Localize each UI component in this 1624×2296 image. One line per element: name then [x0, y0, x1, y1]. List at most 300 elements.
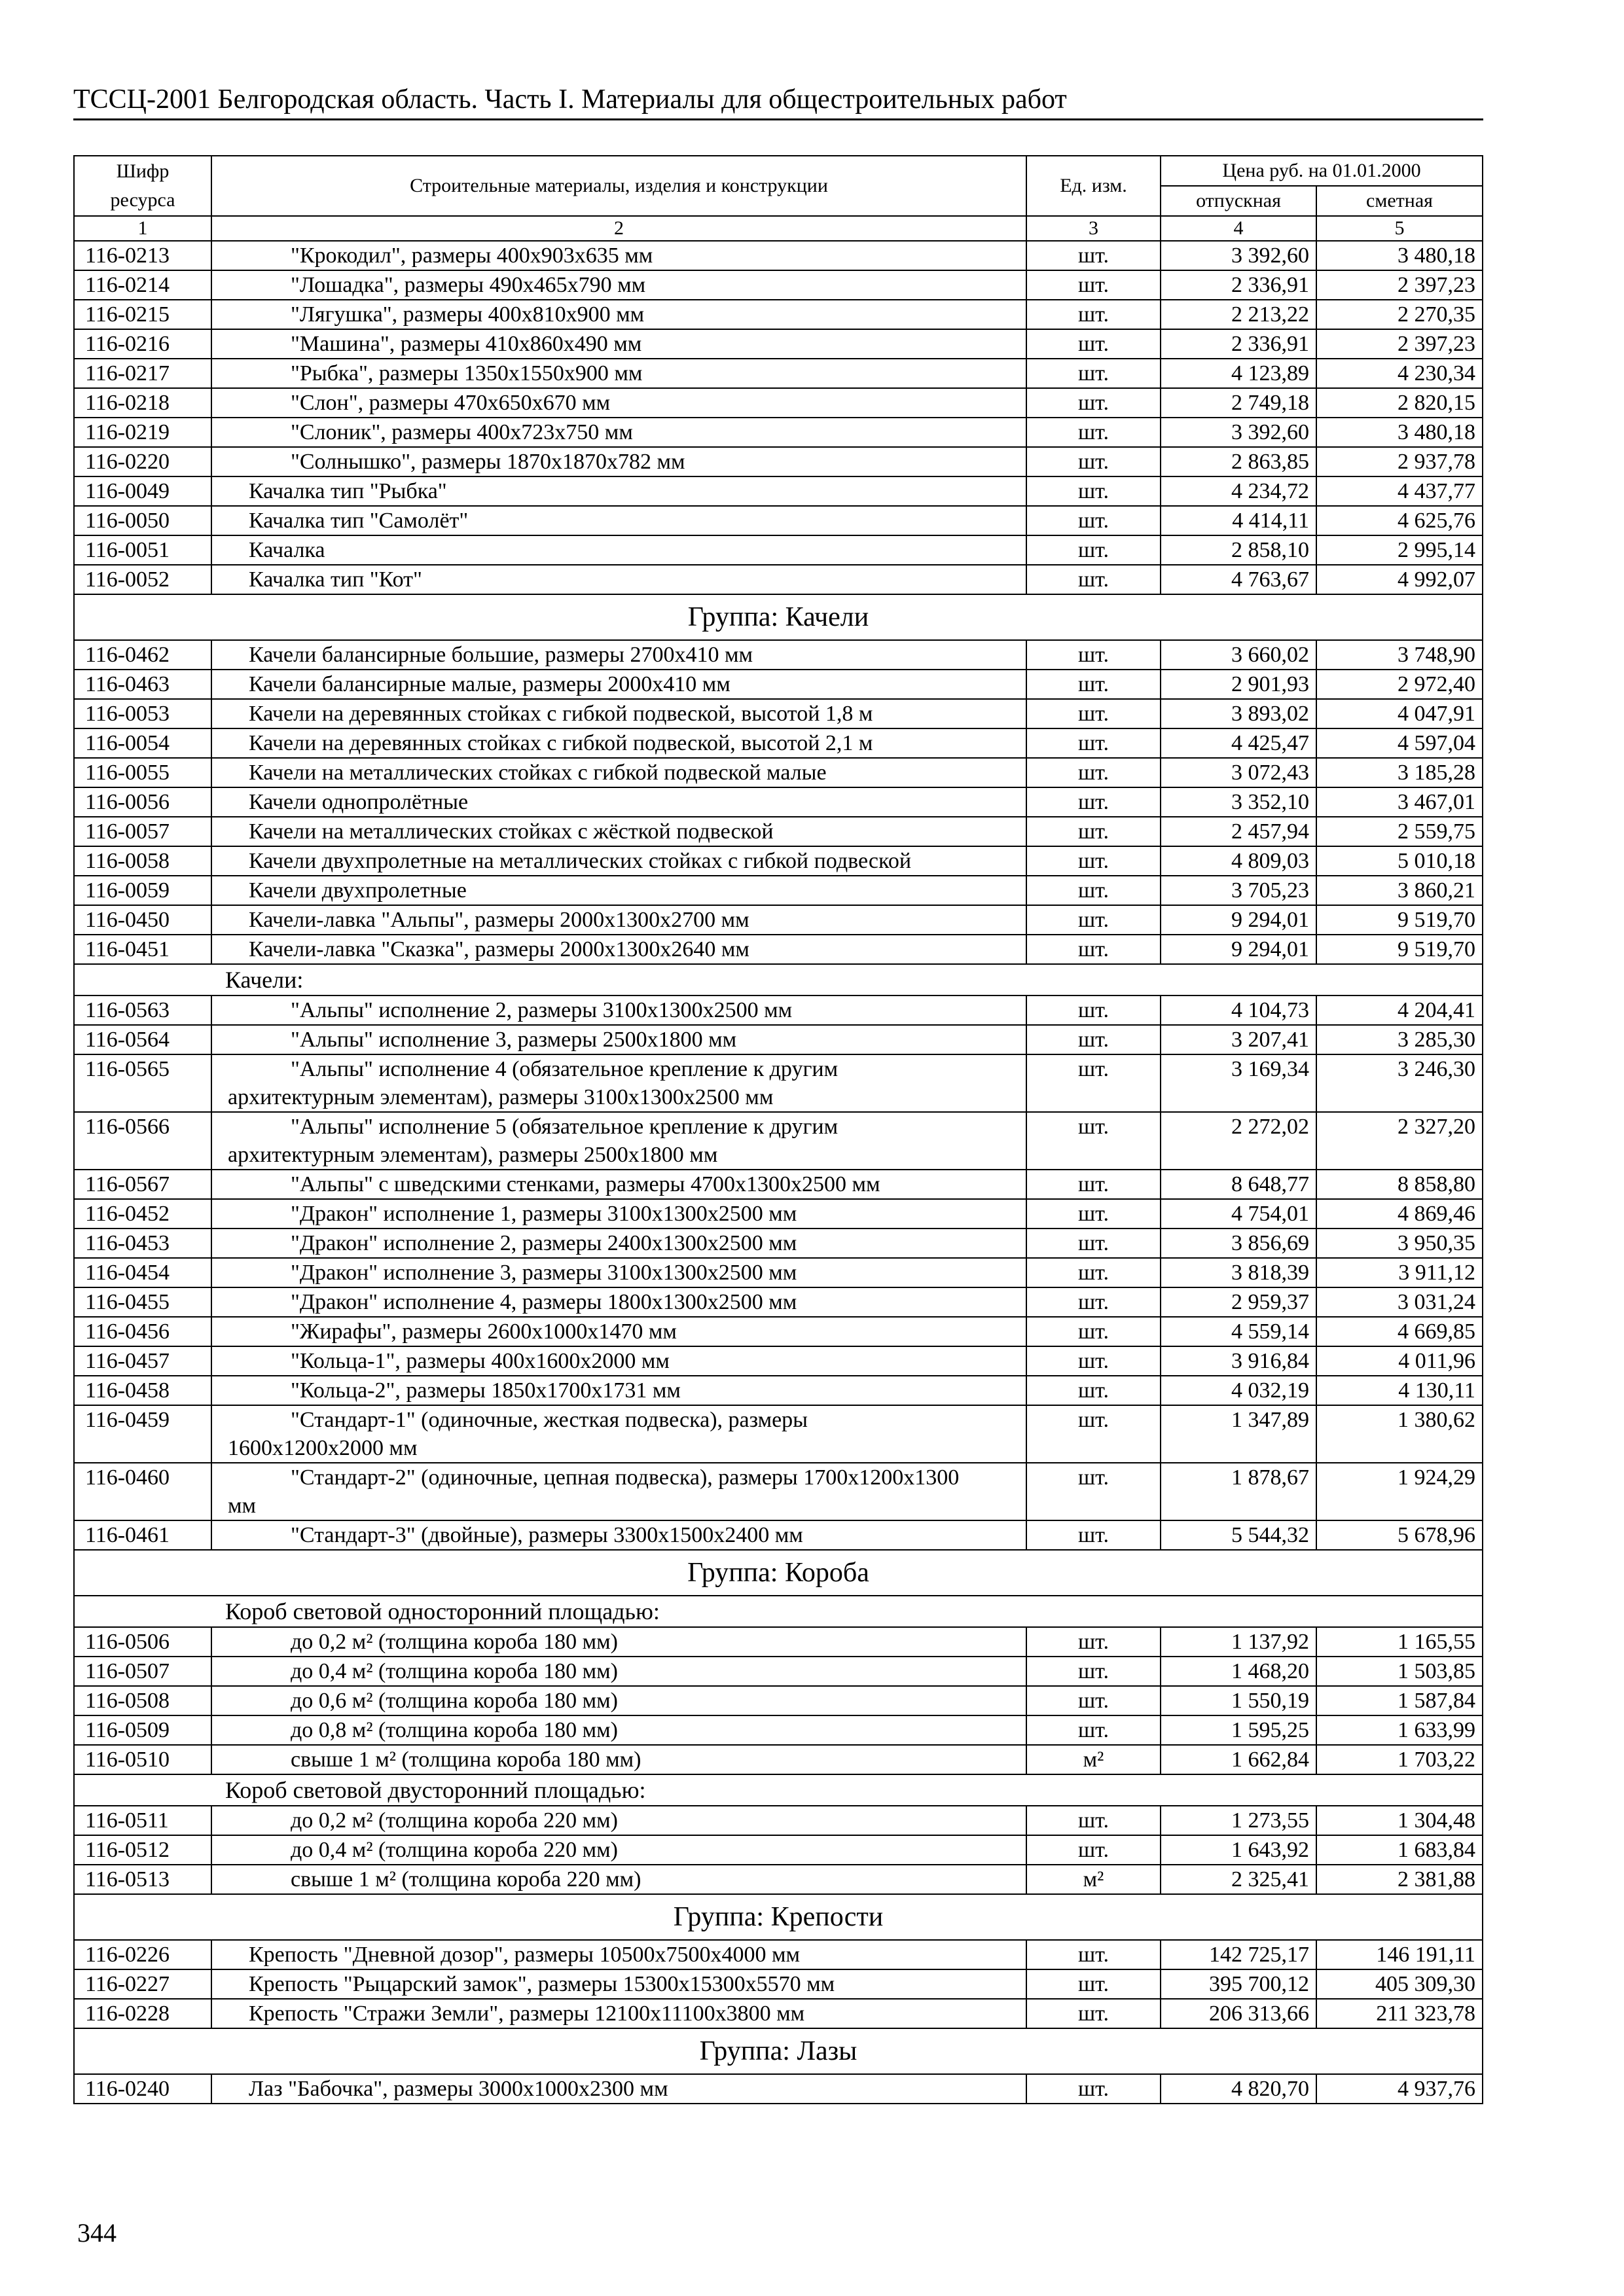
table-row — [74, 300, 1483, 329]
release-price: 3 392,60 — [1161, 418, 1316, 447]
resource-code: 116-0052 — [74, 565, 211, 594]
release-price: 4 123,89 — [1161, 359, 1316, 388]
material-name — [211, 2074, 1026, 2104]
table-row — [74, 728, 1483, 758]
material-name — [211, 447, 1026, 476]
release-price: 2 749,18 — [1161, 388, 1316, 418]
material-name-continuation: архитектурным элементам), размеры 3100х1300х2500 мм — [228, 1085, 774, 1109]
material-name-line: "Альпы" исполнение 3, размеры 2500х1800 мм — [291, 1028, 737, 1052]
material-name-line: "Стандарт-2" (одиночные, цепная подвеска), размеры 1700х1200х1300 — [291, 1465, 960, 1490]
resource-code: 116-0456 — [74, 1317, 211, 1346]
material-name-line: Качели на деревянных стойках с гибкой подвеской, высотой 1,8 м — [249, 702, 873, 726]
group-heading: Группа: Качели — [74, 594, 1483, 640]
release-price: 9 294,01 — [1161, 905, 1316, 935]
resource-code: 116-0240 — [74, 2074, 211, 2104]
resource-code: 116-0451 — [74, 935, 211, 964]
table-row — [74, 1999, 1483, 2028]
unit: шт. — [1026, 996, 1161, 1025]
unit: шт. — [1026, 1258, 1161, 1287]
unit: шт. — [1026, 1405, 1161, 1463]
resource-code: 116-0452 — [74, 1199, 211, 1229]
estimate-price: 2 972,40 — [1316, 670, 1483, 699]
resource-code: 116-0453 — [74, 1229, 211, 1258]
material-name-line: до 0,8 м² (толщина короба 180 мм) — [291, 1718, 618, 1742]
estimate-price: 4 625,76 — [1316, 506, 1483, 535]
column-number-5: 5 — [1316, 216, 1483, 241]
estimate-price: 4 047,91 — [1316, 699, 1483, 728]
table-row — [74, 1258, 1483, 1287]
material-name-line: до 0,4 м² (толщина короба 180 мм) — [291, 1659, 618, 1683]
release-price: 1 137,92 — [1161, 1627, 1316, 1657]
material-name-line: свыше 1 м² (толщина короба 180 мм) — [291, 1748, 641, 1772]
resource-code: 116-0455 — [74, 1287, 211, 1317]
table-row — [74, 935, 1483, 964]
table-row — [74, 1686, 1483, 1715]
resource-code: 116-0512 — [74, 1835, 211, 1865]
subheading: Короб световой односторонний площадью: — [74, 1596, 1483, 1627]
header-release: отпускная — [1161, 186, 1316, 216]
material-name-continuation: мм — [228, 1494, 257, 1518]
material-name — [211, 300, 1026, 329]
release-price: 3 856,69 — [1161, 1229, 1316, 1258]
unit: шт. — [1026, 905, 1161, 935]
group-heading: Группа: Крепости — [74, 1894, 1483, 1940]
resource-code: 116-0213 — [74, 241, 211, 270]
material-name — [211, 876, 1026, 905]
estimate-price: 2 327,20 — [1316, 1112, 1483, 1170]
subheading-row — [74, 1774, 1483, 1806]
resource-code: 116-0460 — [74, 1463, 211, 1520]
resource-code: 116-0051 — [74, 535, 211, 565]
resource-code: 116-0459 — [74, 1405, 211, 1463]
estimate-price: 1 683,84 — [1316, 1835, 1483, 1865]
estimate-price: 3 748,90 — [1316, 640, 1483, 670]
release-price: 4 104,73 — [1161, 996, 1316, 1025]
resource-code: 116-0567 — [74, 1170, 211, 1199]
estimate-price: 2 397,23 — [1316, 329, 1483, 359]
material-name — [211, 1520, 1026, 1550]
release-price: 3 207,41 — [1161, 1025, 1316, 1054]
material-name — [211, 1170, 1026, 1199]
release-price: 1 662,84 — [1161, 1745, 1316, 1774]
material-name-line: Качели-лавка "Сказка", размеры 2000х1300х2640 мм — [249, 937, 749, 961]
resource-code: 116-0219 — [74, 418, 211, 447]
resource-code: 116-0049 — [74, 476, 211, 506]
resource-code: 116-0228 — [74, 1999, 211, 2028]
table-row — [74, 1054, 1483, 1112]
material-name-line: до 0,4 м² (толщина короба 220 мм) — [291, 1838, 618, 1862]
header-price: Цена руб. на 01.01.2000 — [1161, 156, 1483, 186]
unit: шт. — [1026, 846, 1161, 876]
table-row — [74, 1346, 1483, 1376]
release-price: 142 725,17 — [1161, 1940, 1316, 1969]
table-row — [74, 1657, 1483, 1686]
material-name — [211, 1865, 1026, 1894]
material-name-line: Качалка — [249, 538, 325, 562]
material-name — [211, 359, 1026, 388]
estimate-price: 4 130,11 — [1316, 1376, 1483, 1405]
table-row — [74, 418, 1483, 447]
material-name-line: Качели двухпролетные на металлических стойках с гибкой подвеской — [249, 849, 912, 873]
material-name-line: Качели двухпролетные — [249, 878, 467, 903]
resource-code: 116-0057 — [74, 817, 211, 846]
table-row — [74, 1112, 1483, 1170]
column-number-2: 2 — [211, 216, 1026, 241]
material-name-line: "Дракон" исполнение 2, размеры 2400х1300х2500 мм — [291, 1231, 797, 1255]
material-name-line: до 0,2 м² (толщина короба 180 мм) — [291, 1630, 618, 1654]
release-price: 3 818,39 — [1161, 1258, 1316, 1287]
material-name — [211, 1999, 1026, 2028]
estimate-price: 3 950,35 — [1316, 1229, 1483, 1258]
material-name — [211, 996, 1026, 1025]
estimate-price: 1 503,85 — [1316, 1657, 1483, 1686]
release-price: 1 595,25 — [1161, 1715, 1316, 1745]
group-heading-row — [74, 1894, 1483, 1940]
unit: шт. — [1026, 1199, 1161, 1229]
table-row — [74, 388, 1483, 418]
estimate-price: 1 304,48 — [1316, 1806, 1483, 1835]
unit: шт. — [1026, 476, 1161, 506]
release-price: 3 705,23 — [1161, 876, 1316, 905]
material-name — [211, 935, 1026, 964]
material-name-line: до 0,2 м² (толщина короба 220 мм) — [291, 1808, 618, 1833]
unit: шт. — [1026, 1112, 1161, 1170]
release-price: 2 863,85 — [1161, 447, 1316, 476]
material-name-line: "Лягушка", размеры 400х810х900 мм — [291, 302, 645, 327]
unit: шт. — [1026, 1806, 1161, 1835]
unit: шт. — [1026, 1317, 1161, 1346]
material-name — [211, 1112, 1026, 1170]
material-name-line: Качалка тип "Самолёт" — [249, 509, 469, 533]
unit: шт. — [1026, 359, 1161, 388]
estimate-price: 1 587,84 — [1316, 1686, 1483, 1715]
release-price: 4 809,03 — [1161, 846, 1316, 876]
unit: шт. — [1026, 935, 1161, 964]
estimate-price: 3 467,01 — [1316, 787, 1483, 817]
unit: шт. — [1026, 241, 1161, 270]
material-name-line: "Лошадка", размеры 490х465х790 мм — [291, 273, 646, 297]
material-name-line: Лаз "Бабочка", размеры 3000х1000х2300 мм — [249, 2077, 668, 2101]
release-price: 3 392,60 — [1161, 241, 1316, 270]
unit: м² — [1026, 1745, 1161, 1774]
material-name-line: "Альпы" исполнение 4 (обязательное крепление к другим — [291, 1057, 839, 1081]
table-row — [74, 1376, 1483, 1405]
resource-code: 116-0214 — [74, 270, 211, 300]
unit: шт. — [1026, 2074, 1161, 2104]
material-name-line: "Альпы" исполнение 5 (обязательное крепление к другим — [291, 1115, 839, 1139]
table-row — [74, 2074, 1483, 2104]
unit: шт. — [1026, 1969, 1161, 1999]
material-name-line: Качалка тип "Кот" — [249, 567, 422, 592]
material-name — [211, 241, 1026, 270]
unit: шт. — [1026, 300, 1161, 329]
estimate-price: 1 380,62 — [1316, 1405, 1483, 1463]
group-heading: Группа: Короба — [74, 1550, 1483, 1596]
estimate-price: 3 246,30 — [1316, 1054, 1483, 1112]
material-name — [211, 728, 1026, 758]
material-name-line: "Слон", размеры 470х650х670 мм — [291, 391, 611, 415]
estimate-price: 3 480,18 — [1316, 241, 1483, 270]
release-price: 2 325,41 — [1161, 1865, 1316, 1894]
estimate-price: 2 559,75 — [1316, 817, 1483, 846]
table-row — [74, 1520, 1483, 1550]
material-name — [211, 787, 1026, 817]
header-code: Шифр ресурса — [74, 156, 211, 216]
unit: шт. — [1026, 876, 1161, 905]
unit: шт. — [1026, 1025, 1161, 1054]
header-unit: Ед. изм. — [1026, 156, 1161, 216]
resource-code: 116-0507 — [74, 1657, 211, 1686]
table-row — [74, 1627, 1483, 1657]
table-row — [74, 476, 1483, 506]
table-row — [74, 1969, 1483, 1999]
estimate-price: 1 165,55 — [1316, 1627, 1483, 1657]
estimate-price: 2 937,78 — [1316, 447, 1483, 476]
resource-code: 116-0454 — [74, 1258, 211, 1287]
table-row — [74, 359, 1483, 388]
resource-code: 116-0510 — [74, 1745, 211, 1774]
material-name — [211, 270, 1026, 300]
resource-code: 116-0463 — [74, 670, 211, 699]
unit: шт. — [1026, 565, 1161, 594]
unit: шт. — [1026, 1999, 1161, 2028]
release-price: 3 916,84 — [1161, 1346, 1316, 1376]
material-name — [211, 1405, 1026, 1463]
table-row — [74, 506, 1483, 535]
estimate-price: 4 669,85 — [1316, 1317, 1483, 1346]
material-name-line: Качели балансирные большие, размеры 2700х410 мм — [249, 643, 753, 667]
table-body — [74, 241, 1483, 2104]
table-row — [74, 1865, 1483, 1894]
estimate-price: 4 869,46 — [1316, 1199, 1483, 1229]
material-name — [211, 699, 1026, 728]
table-row — [74, 640, 1483, 670]
table-row — [74, 699, 1483, 728]
header-name: Строительные материалы, изделия и конструкции — [211, 156, 1026, 216]
material-name — [211, 758, 1026, 787]
material-name — [211, 388, 1026, 418]
estimate-price: 3 031,24 — [1316, 1287, 1483, 1317]
resource-code: 116-0513 — [74, 1865, 211, 1894]
unit: шт. — [1026, 1287, 1161, 1317]
resource-code: 116-0450 — [74, 905, 211, 935]
material-name-line: "Альпы" исполнение 2, размеры 3100х1300х2500 мм — [291, 998, 793, 1022]
table-row — [74, 846, 1483, 876]
unit: шт. — [1026, 270, 1161, 300]
material-name — [211, 1969, 1026, 1999]
material-name — [211, 418, 1026, 447]
material-name — [211, 905, 1026, 935]
material-name-line: "Рыбка", размеры 1350х1550х900 мм — [291, 361, 643, 386]
estimate-price: 3 911,12 — [1316, 1258, 1483, 1287]
material-name-line: "Слоник", размеры 400х723х750 мм — [291, 420, 633, 444]
estimate-price: 211 323,78 — [1316, 1999, 1483, 2028]
material-name-line: Крепость "Рыцарский замок", размеры 15300х15300х5570 мм — [249, 1972, 835, 1996]
material-name — [211, 1346, 1026, 1376]
table-row — [74, 905, 1483, 935]
unit: шт. — [1026, 1686, 1161, 1715]
material-name-line: "Кольца-2", размеры 1850х1700х1731 мм — [291, 1378, 681, 1403]
release-price: 395 700,12 — [1161, 1969, 1316, 1999]
estimate-price: 5 010,18 — [1316, 846, 1483, 876]
unit: шт. — [1026, 1520, 1161, 1550]
estimate-price: 9 519,70 — [1316, 935, 1483, 964]
material-name — [211, 329, 1026, 359]
material-name — [211, 565, 1026, 594]
material-name-continuation: архитектурным элементам), размеры 2500х1800 мм — [228, 1143, 718, 1167]
estimate-price: 1 703,22 — [1316, 1745, 1483, 1774]
unit: шт. — [1026, 535, 1161, 565]
unit: шт. — [1026, 1170, 1161, 1199]
table-row — [74, 670, 1483, 699]
table-row — [74, 1940, 1483, 1969]
estimate-price: 3 285,30 — [1316, 1025, 1483, 1054]
unit: шт. — [1026, 817, 1161, 846]
release-price: 2 272,02 — [1161, 1112, 1316, 1170]
resource-code: 116-0215 — [74, 300, 211, 329]
resource-code: 116-0058 — [74, 846, 211, 876]
estimate-price: 2 270,35 — [1316, 300, 1483, 329]
material-name-line: Качели на металлических стойках с гибкой подвеской малые — [249, 761, 827, 785]
release-price: 2 336,91 — [1161, 270, 1316, 300]
resource-code: 116-0227 — [74, 1969, 211, 1999]
material-name-line: Качели-лавка "Альпы", размеры 2000х1300х2700 мм — [249, 908, 749, 932]
material-name — [211, 1715, 1026, 1745]
release-price: 8 648,77 — [1161, 1170, 1316, 1199]
table-row — [74, 1715, 1483, 1745]
release-price: 4 234,72 — [1161, 476, 1316, 506]
estimate-price: 2 397,23 — [1316, 270, 1483, 300]
estimate-price: 405 309,30 — [1316, 1969, 1483, 1999]
resource-code: 116-0053 — [74, 699, 211, 728]
table-row — [74, 1806, 1483, 1835]
unit: шт. — [1026, 1463, 1161, 1520]
material-name-line: "Дракон" исполнение 4, размеры 1800х1300х2500 мм — [291, 1290, 797, 1314]
estimate-price: 2 381,88 — [1316, 1865, 1483, 1894]
unit: шт. — [1026, 418, 1161, 447]
release-price: 4 754,01 — [1161, 1199, 1316, 1229]
estimate-price: 3 860,21 — [1316, 876, 1483, 905]
unit: шт. — [1026, 787, 1161, 817]
resource-code: 116-0218 — [74, 388, 211, 418]
estimate-price: 146 191,11 — [1316, 1940, 1483, 1969]
material-name — [211, 535, 1026, 565]
material-name-line: Качели однопролётные — [249, 790, 469, 814]
unit: шт. — [1026, 699, 1161, 728]
material-name-line: "Стандарт-1" (одиночные, жесткая подвеска), размеры — [291, 1408, 808, 1432]
material-name-line: Крепость "Стражи Земли", размеры 12100х11100х3800 мм — [249, 2001, 805, 2026]
table-row — [74, 329, 1483, 359]
table-row — [74, 1287, 1483, 1317]
estimate-price: 9 519,70 — [1316, 905, 1483, 935]
subheading-row — [74, 1596, 1483, 1627]
table-row — [74, 447, 1483, 476]
material-name — [211, 670, 1026, 699]
release-price: 3 893,02 — [1161, 699, 1316, 728]
material-name — [211, 1229, 1026, 1258]
table-row — [74, 1199, 1483, 1229]
table-row — [74, 876, 1483, 905]
release-price: 4 414,11 — [1161, 506, 1316, 535]
release-price: 4 763,67 — [1161, 565, 1316, 594]
table-row — [74, 1405, 1483, 1463]
estimate-price: 5 678,96 — [1316, 1520, 1483, 1550]
material-name-line: Качели на металлических стойках с жёсткой подвеской — [249, 819, 774, 844]
table-row — [74, 270, 1483, 300]
resource-code: 116-0566 — [74, 1112, 211, 1170]
estimate-price: 8 858,80 — [1316, 1170, 1483, 1199]
resource-code: 116-0054 — [74, 728, 211, 758]
estimate-price: 4 011,96 — [1316, 1346, 1483, 1376]
subheading: Короб световой двусторонний площадью: — [74, 1774, 1483, 1806]
unit: шт. — [1026, 1940, 1161, 1969]
release-price: 1 468,20 — [1161, 1657, 1316, 1686]
release-price: 3 352,10 — [1161, 787, 1316, 817]
material-name — [211, 506, 1026, 535]
price-table — [73, 155, 1483, 2104]
release-price: 4 820,70 — [1161, 2074, 1316, 2104]
table-row — [74, 1025, 1483, 1054]
unit: шт. — [1026, 640, 1161, 670]
release-price: 1 347,89 — [1161, 1405, 1316, 1463]
table-row — [74, 1745, 1483, 1774]
unit: шт. — [1026, 1627, 1161, 1657]
estimate-price: 1 633,99 — [1316, 1715, 1483, 1745]
estimate-price: 4 437,77 — [1316, 476, 1483, 506]
material-name-line: Крепость "Дневной дозор", размеры 10500х7500х4000 мм — [249, 1943, 800, 1967]
unit: шт. — [1026, 447, 1161, 476]
header-estimate: сметная — [1316, 186, 1483, 216]
resource-code: 116-0506 — [74, 1627, 211, 1657]
material-name — [211, 1317, 1026, 1346]
material-name — [211, 1627, 1026, 1657]
table-row — [74, 996, 1483, 1025]
release-price: 206 313,66 — [1161, 1999, 1316, 2028]
unit: шт. — [1026, 758, 1161, 787]
release-price: 1 550,19 — [1161, 1686, 1316, 1715]
material-name — [211, 1745, 1026, 1774]
unit: шт. — [1026, 1229, 1161, 1258]
resource-code: 116-0461 — [74, 1520, 211, 1550]
table-row — [74, 565, 1483, 594]
material-name-line: "Дракон" исполнение 3, размеры 3100х1300х2500 мм — [291, 1261, 797, 1285]
material-name — [211, 817, 1026, 846]
resource-code: 116-0564 — [74, 1025, 211, 1054]
release-price: 1 643,92 — [1161, 1835, 1316, 1865]
release-price: 4 559,14 — [1161, 1317, 1316, 1346]
material-name-line: "Кольца-1", размеры 400х1600х2000 мм — [291, 1349, 670, 1373]
release-price: 1 878,67 — [1161, 1463, 1316, 1520]
estimate-price: 4 597,04 — [1316, 728, 1483, 758]
material-name-line: "Альпы" с шведскими стенками, размеры 4700х1300х2500 мм — [291, 1172, 880, 1196]
material-name — [211, 1199, 1026, 1229]
table-row — [74, 817, 1483, 846]
table-row — [74, 758, 1483, 787]
resource-code: 116-0563 — [74, 996, 211, 1025]
table-row — [74, 787, 1483, 817]
material-name — [211, 1054, 1026, 1112]
material-name — [211, 1940, 1026, 1969]
material-name-line: "Крокодил", размеры 400х903х635 мм — [291, 243, 653, 268]
resource-code: 116-0509 — [74, 1715, 211, 1745]
material-name — [211, 1657, 1026, 1686]
material-name-line: свыше 1 м² (толщина короба 220 мм) — [291, 1867, 641, 1892]
release-price: 4 425,47 — [1161, 728, 1316, 758]
release-price: 3 072,43 — [1161, 758, 1316, 787]
unit: шт. — [1026, 506, 1161, 535]
material-name — [211, 846, 1026, 876]
unit: м² — [1026, 1865, 1161, 1894]
